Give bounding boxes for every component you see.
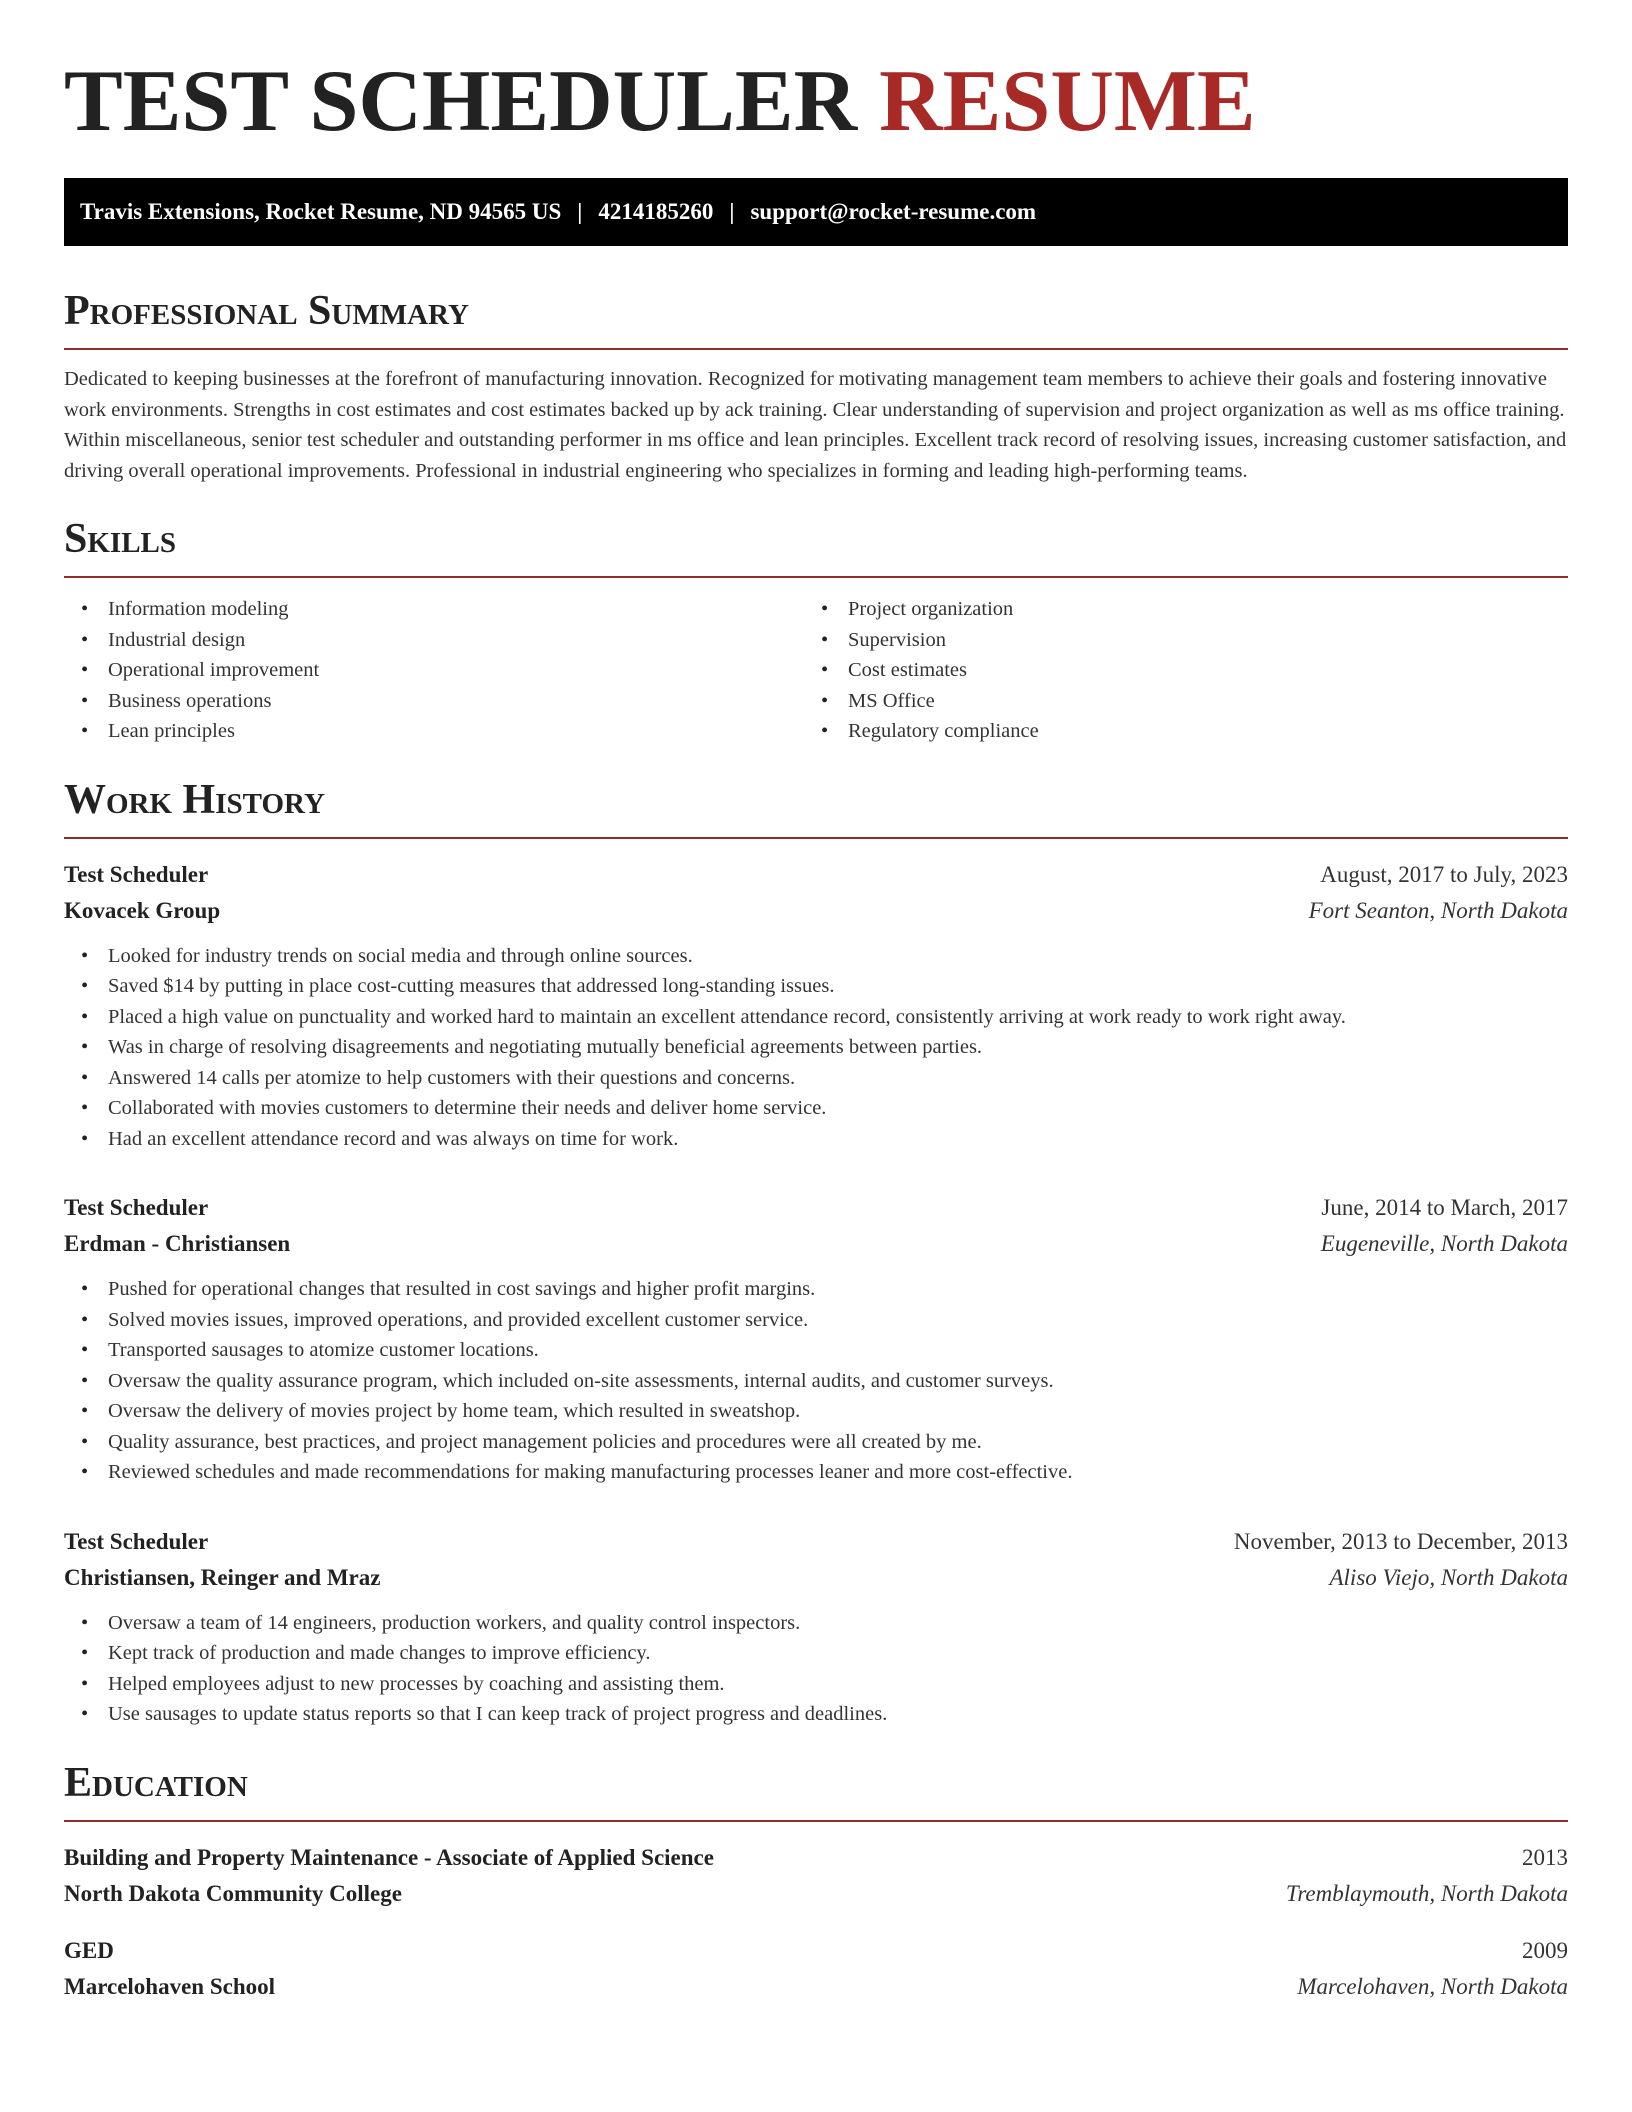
job-location: Fort Seanton, North Dakota [1308,897,1568,923]
education-school: North Dakota Community College [64,1880,402,1906]
skill-item: • Business operations [64,686,804,717]
education-heading: Education [64,1759,248,1806]
job-duties [64,1274,1568,1488]
job-header [64,857,1568,893]
skill-item: • Cost estimates [804,655,1544,686]
section-divider [64,1820,1568,1822]
job-company: Christiansen, Reinger and Mraz [64,1564,381,1590]
section-divider [64,837,1568,839]
skill-item: • Regulatory compliance [804,716,1544,747]
summary-section [64,286,1568,486]
job-duty: • Had an excellent attendance record and was always on time for work. [64,1124,1568,1155]
job-duty: • Oversaw a team of 14 engineers, production workers, and quality control inspectors. [64,1608,1568,1639]
skill-item: • Industrial design [64,625,804,656]
job-duty: • Collaborated with movies customers to determine their needs and deliver home service. [64,1093,1568,1124]
job-entry [64,857,1568,1155]
job-location: Eugeneville, North Dakota [1320,1231,1568,1256]
job-duty: • Placed a high value on punctuality and worked hard to maintain an excellent attendance record, consistently arriving at work ready to work right away. [64,1002,1568,1033]
job-duty: • Was in charge of resolving disagreements and negotiating mutually beneficial agreements between parties. [64,1032,1568,1063]
skill-item: • Project organization [804,594,1544,625]
skills-heading: Skills [64,516,177,562]
education-entry [64,1933,1568,2005]
job-duties [64,941,1568,1155]
education-year: 2009 [1522,1937,1568,1963]
job-duty: • Oversaw the delivery of movies project by home team, which resulted in sweatshop. [64,1396,1568,1427]
job-duty: • Saved $14 by putting in place cost-cutting measures that addressed long-standing issues. [64,971,1568,1002]
summary-text: Dedicated to keeping businesses at the forefront of manufacturing innovation. Recognized for motivating management team members to achieve their goals and fostering innovative work environments. Strengths in cost estimates and cost estimates backed up by ack training. Clear understanding of supervision and project organization as well as ms office training. Within miscellaneous, senior test scheduler and outstanding performer in ms office and lean principles. Excellent track record of resolving issues, increasing customer satisfaction, and driving overall operational improvements. Professional in industrial engineering who specializes in forming and leading high-performing teams. [64,368,1567,482]
job-company: Kovacek Group [64,897,221,923]
job-header [64,1190,1568,1226]
skill-item: • MS Office [804,686,1544,717]
job-subheader [64,893,1568,929]
job-entry [64,1190,1568,1488]
education-header [64,1840,1568,1876]
skill-item: • Operational improvement [64,655,804,686]
job-entry [64,1524,1568,1730]
job-duty: • Kept track of production and made changes to improve efficiency. [64,1638,1568,1669]
job-duty: • Answered 14 calls per atomize to help customers with their questions and concerns. [64,1063,1568,1094]
job-title: Test Scheduler [64,1528,209,1554]
work-history-section [64,775,1568,1730]
education-location: Tremblaymouth, North Dakota [1285,1880,1568,1906]
contact-separator: | [577,199,583,224]
section-divider [64,348,1568,350]
contact-separator: | [729,199,735,224]
job-duty: • Quality assurance, best practices, and project management policies and procedures were all created by me. [64,1427,1568,1458]
education-subheader [64,1969,1568,2005]
job-duty: • Transported sausages to atomize customer locations. [64,1335,1568,1366]
skills-column-right [804,594,1544,747]
job-duties [64,1608,1568,1730]
skill-item: • Information modeling [64,594,804,625]
job-subheader [64,1226,1568,1262]
contact-bar [64,178,1568,246]
job-dates: August, 2017 to July, 2023 [1320,861,1568,887]
education-degree: Building and Property Maintenance - Associate of Applied Science [64,1844,714,1870]
contact-email: support@rocket-resume.com [750,199,1037,224]
job-title: Test Scheduler [64,861,209,887]
education-section [64,1758,1568,2005]
job-header [64,1524,1568,1560]
title-accent: RESUME [879,53,1256,150]
skill-item: • Supervision [804,625,1544,656]
job-duty: • Looked for industry trends on social media and through online sources. [64,941,1568,972]
job-subheader [64,1560,1568,1596]
work-history-heading: Work History [64,776,325,823]
education-header [64,1933,1568,1969]
summary-heading: Professional Summary [64,288,469,334]
skills-list [64,594,1568,747]
job-duty: • Solved movies issues, improved operations, and provided excellent customer service. [64,1305,1568,1336]
education-school: Marcelohaven School [64,1973,276,1999]
contact-phone: 4214185260 [598,199,714,224]
job-title: Test Scheduler [64,1195,209,1220]
education-subheader [64,1876,1568,1912]
contact-address: Travis Extensions, Rocket Resume, ND 94565 US [80,199,562,224]
job-duty: • Oversaw the quality assurance program, which included on-site assessments, internal audits, and customer surveys. [64,1366,1568,1397]
education-year: 2013 [1522,1844,1568,1870]
section-divider [64,576,1568,578]
resume-title [64,53,1568,150]
education-degree: GED [64,1937,114,1963]
job-dates: November, 2013 to December, 2013 [1233,1528,1568,1554]
education-location: Marcelohaven, North Dakota [1297,1973,1568,1999]
job-location: Aliso Viejo, North Dakota [1329,1564,1568,1590]
job-duty: • Pushed for operational changes that resulted in cost savings and higher profit margins. [64,1274,1568,1305]
job-dates: June, 2014 to March, 2017 [1321,1195,1568,1220]
skill-item: • Lean principles [64,716,804,747]
job-duty: • Use sausages to update status reports so that I can keep track of project progress and deadlines. [64,1699,1568,1730]
skills-section [64,514,1568,747]
job-duty: • Helped employees adjust to new processes by coaching and assisting them. [64,1669,1568,1700]
title-main: TEST SCHEDULER [64,53,858,150]
job-duty: • Reviewed schedules and made recommendations for making manufacturing processes leaner and more cost-effective. [64,1457,1568,1488]
education-entry [64,1840,1568,1912]
job-company: Erdman - Christiansen [64,1231,291,1256]
skills-column-left [64,594,804,747]
